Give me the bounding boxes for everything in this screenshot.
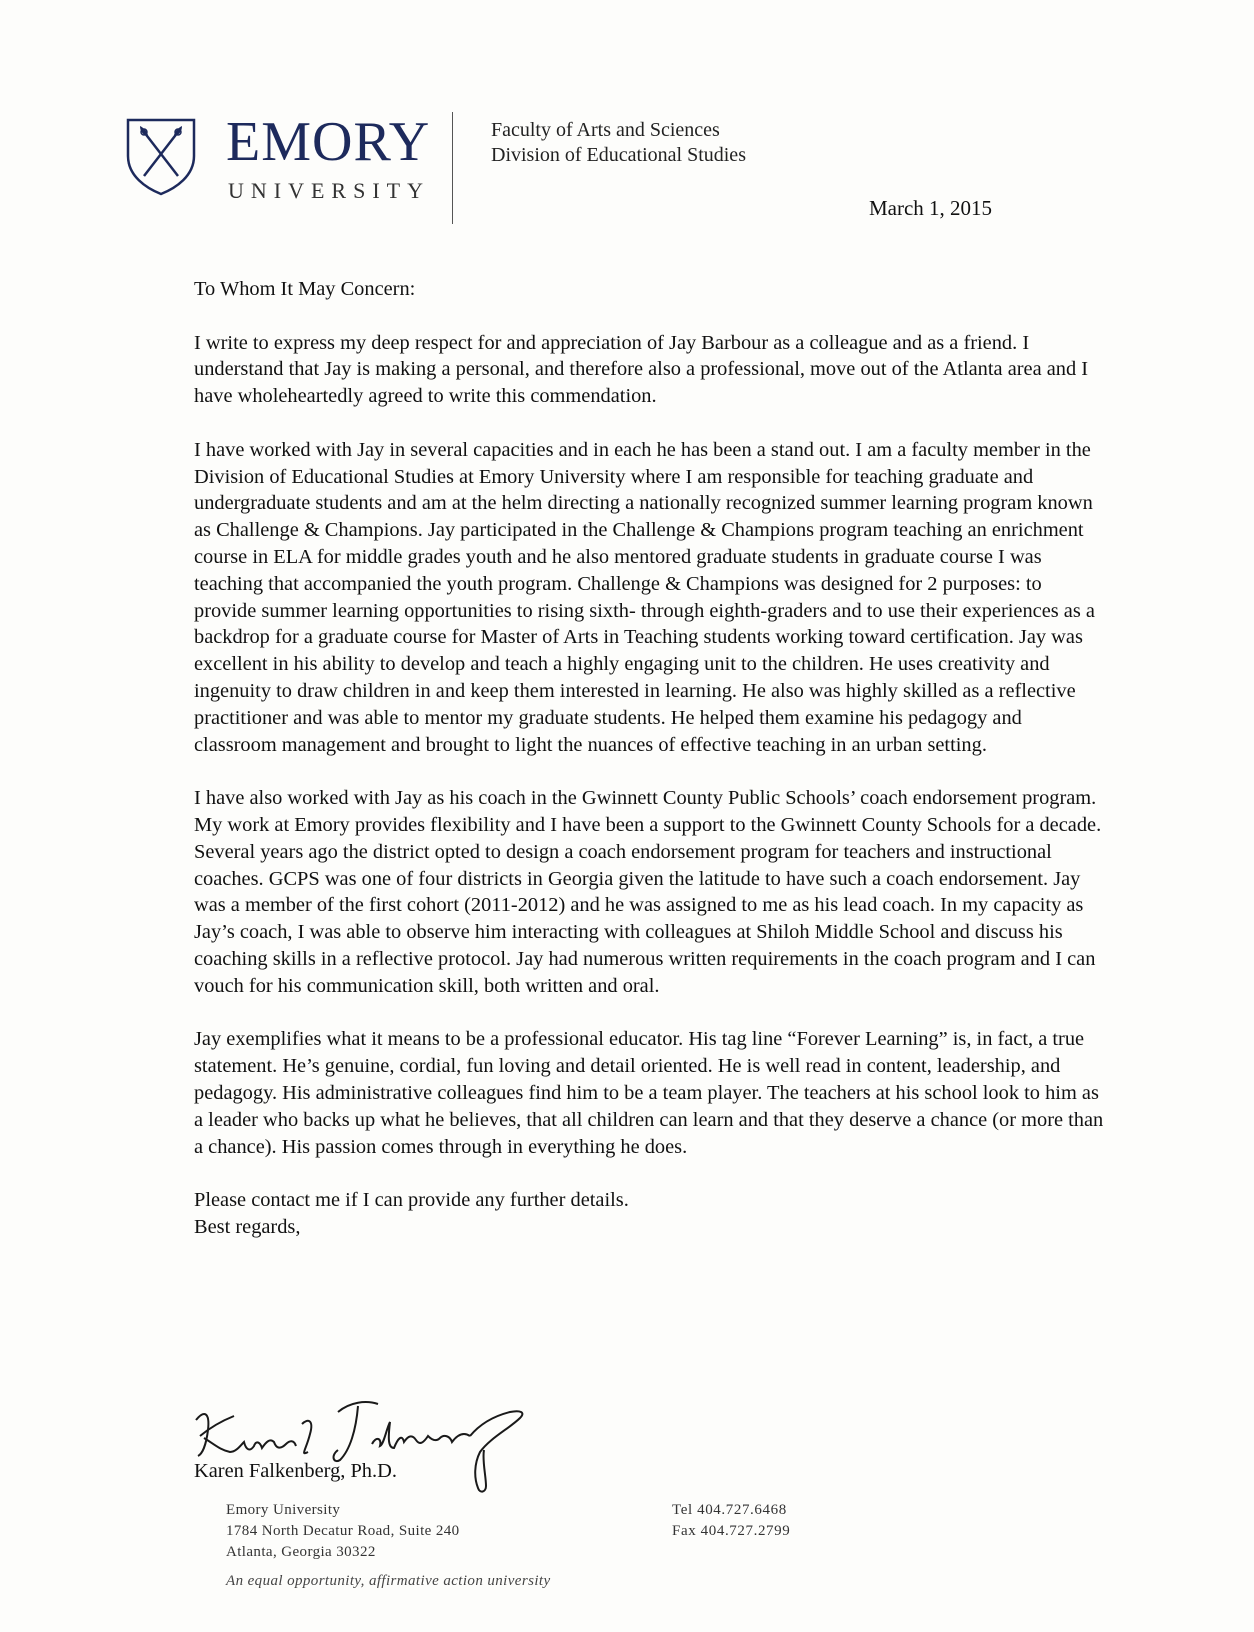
- letter-date: March 1, 2015: [869, 196, 993, 220]
- department-block: [491, 118, 746, 168]
- handwritten-signature: [190, 1390, 550, 1510]
- emory-shield-icon: [126, 118, 196, 196]
- letterhead-divider: [452, 112, 453, 224]
- university-wordmark: [226, 111, 431, 204]
- paragraph: Jay exemplifies what it means to be a professional educator. His tag line “Forever Learning” is, in fact, a true statement. He’s genuine, cordial, fun loving and detail oriented. He is well read in content, leadership, and pedagogy. His administrative colleagues find him to be a team player. The teachers at his school look to him as a leader who backs up what he believes, that all children can learn and that they deserve a chance (or more than a chance). His passion comes through in everything he does.: [194, 1028, 1104, 1158]
- salutation: To Whom It May Concern:: [194, 278, 416, 300]
- closing: [194, 1187, 1104, 1241]
- footer-city: Atlanta, Georgia 30322: [226, 1544, 376, 1560]
- division-name: Division of Educational Studies: [491, 144, 746, 166]
- contact-line: Please contact me if I can provide any further details.: [194, 1189, 629, 1212]
- faculty-name: Faculty of Arts and Sciences: [491, 119, 720, 141]
- footer-fax: Fax 404.727.2799: [672, 1523, 791, 1539]
- footer-street: 1784 North Decatur Road, Suite 240: [226, 1523, 460, 1539]
- footer-org: Emory University: [226, 1502, 341, 1518]
- university-name: EMORY: [226, 111, 431, 173]
- paragraph: I have also worked with Jay as his coach in the Gwinnett County Public Schools’ coach endorsement program. My work at Emory provides flexibility and I have been a support to the Gwinnett County Schools for a decade. Several years ago the district opted to design a coach endorsement program for teachers and instructional coaches. GCPS was one of four districts in Georgia given the latitude to have such a coach endorsement. Jay was a member of the first cohort (2011-2012) and he was assigned to me as his lead coach. In my capacity as Jay’s coach, I was able to observe him interacting with colleagues at Shiloh Middle School and discuss his coaching skills in a reflective protocol. Jay had numerous written requirements in the coach program and I can vouch for his communication skill, both written and oral.: [194, 787, 1102, 997]
- paragraph: I have worked with Jay in several capacities and in each he has been a stand out. I am a faculty member in the Division of Educational Studies at Emory University where I am responsible for teaching graduate and undergraduate students and am at the helm directing a nationally recognized summer learning program known as Challenge & Champions. Jay participated in the Challenge & Champions program teaching an enrichment course in ELA for middle grades youth and he also mentored graduate students in graduate course I was teaching that accompanied the youth program. Challenge & Champions was designed for 2 purposes: to provide summer learning opportunities to rising sixth- through eighth-graders and to use their experiences as a backdrop for a graduate course for Master of Arts in Teaching students working toward certification. Jay was excellent in his ability to develop and teach a highly engaging unit to the children. He uses creativity and ingenuity to draw children in and keep them interested in learning. He also was highly skilled as a reflective practitioner and was able to mentor my graduate students. He helped them examine his pedagogy and classroom management and brought to light the nuances of effective teaching in an urban setting.: [194, 438, 1095, 756]
- university-sub: UNIVERSITY: [228, 178, 430, 203]
- footer-contact: [672, 1500, 790, 1542]
- regards: Best regards,: [194, 1215, 301, 1238]
- footer-tagline: An equal opportunity, affirmative action university: [226, 1573, 551, 1589]
- footer-address: [226, 1500, 551, 1592]
- signer-name: Karen Falkenberg, Ph.D.: [194, 1460, 397, 1482]
- letter-body: [194, 276, 1104, 1241]
- footer-tel: Tel 404.727.6468: [672, 1502, 787, 1518]
- paragraph: I write to express my deep respect for and appreciation of Jay Barbour as a colleague and as a friend. I understand that Jay is making a personal, and therefore also a professional, move out of the Atlanta area and I have wholeheartedly agreed to write this commendation.: [194, 331, 1089, 408]
